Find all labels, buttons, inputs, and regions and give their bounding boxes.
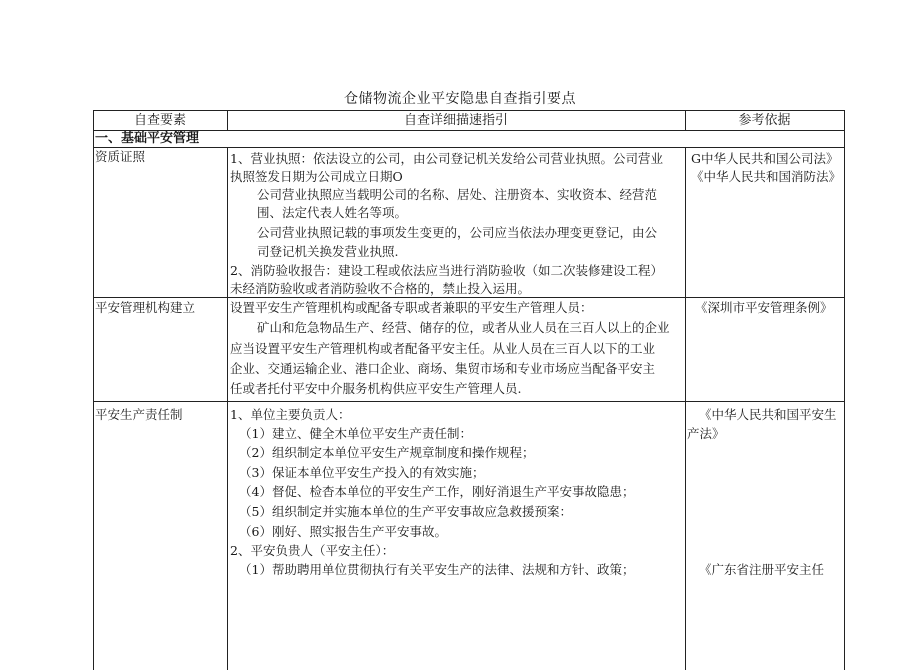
- col-divider-2: [685, 147, 686, 670]
- col-divider-1: [227, 147, 228, 670]
- row1-ref-1: G中华人民共和国公司法》: [691, 151, 839, 166]
- row3-ref-1: 《中华人民共和国平安生: [699, 407, 837, 422]
- row3-ref-2: 产法》: [687, 426, 725, 441]
- row2-bottom-border: [93, 401, 845, 402]
- row2-line-5: 任或者托付平安中介服务机构供应平安生产管理人员.: [230, 381, 522, 396]
- row1-line-8: 未经消防验收或者消防验收不合格的，禁止投入运用。: [230, 281, 531, 296]
- header-col-description: 自查详细描速指引: [403, 113, 508, 128]
- row3-line-6: （5）组织制定并实施本单位的生产平安事故应急救援预案：: [239, 504, 572, 519]
- section-bottom-border: [93, 147, 845, 148]
- row1-line-1: 1、营业执照：依法设立的公司，由公司登记机关发给公司营业执照。公司营业: [230, 151, 663, 166]
- row3-line-9: （1）帮助聘用单位贯彻执行有关平安生产的法律、法规和方针、政策；: [239, 562, 635, 577]
- row1-line-5: 公司营业执照记载的事项发生变更的，公司应当依法办理变更登记，由公: [257, 225, 658, 240]
- row1-ref-2: 《中华人民共和国消防法》: [691, 169, 842, 184]
- header-col-reference: 参考依据: [738, 113, 791, 128]
- table-left-border: [93, 110, 94, 670]
- row1-line-2: 执照签发日期为公司成立日期O: [230, 169, 403, 184]
- section-heading: 一、基础平安管理: [95, 131, 200, 146]
- self-check-table: [93, 110, 845, 670]
- table-right-border: [844, 110, 845, 670]
- row3-ref-3: 《广东省注册平安主任: [699, 562, 825, 577]
- row1-label: 资质证照: [95, 149, 146, 164]
- row3-line-5: （4）督促、检杳本单位的平安生产工作，刚好消退生产平安事故隐患；: [239, 484, 635, 499]
- row2-label: 平安管理机构建立: [95, 300, 196, 315]
- row2-line-4: 企业、交通运输企业、港口企业、商场、集贸市场和专业市场应当配备平安主: [230, 361, 656, 376]
- row1-line-6: 司登记机关换发营业执照.: [257, 244, 399, 259]
- row2-line-3: 应当设置平安生产管理机构或者配备平安主任。从业人员在三百人以下的工业: [230, 341, 656, 356]
- row2-line-2: 矿山和危急物品生产、经营、储存的位，或者从业人员在三百人以上的企业: [257, 320, 670, 335]
- row3-line-8: 2、平安负贵人（平安主任）：: [230, 543, 395, 558]
- row3-label: 平安生产责任制: [95, 407, 183, 422]
- row3-line-4: （3）保证本单位平安生产投入的有效实施；: [239, 465, 485, 480]
- header-col-requirement: 自查要素: [133, 113, 186, 128]
- row1-line-3: 公司营业执照应当载明公司的名称、居处、注册资本、实收资本、经营范: [257, 187, 658, 202]
- row1-line-7: 2、消防验收报告：建设工程或依法应当进行消防验收（如二次装修建设工程）: [230, 263, 663, 278]
- row2-ref-1: 《深圳市平安管理条例》: [695, 300, 833, 315]
- document-title: 仓储物流企业平安隐患自查指引要点: [344, 91, 576, 107]
- row3-line-2: （1）建立、健全木单位平安生产责任制：: [239, 426, 472, 441]
- row3-line-3: （2）组织制定本单位平安生产规章制度和操作规程；: [239, 445, 535, 460]
- row3-line-1: 1、单位主要负贡人：: [230, 407, 351, 422]
- row1-line-4: 围、法定代表人姓名等项。: [257, 205, 408, 220]
- row3-line-7: （6）刚好、照实报告生产平安事故。: [239, 524, 447, 539]
- row2-line-1: 设置平安生产管理机构或配备专职或者兼职的平安生产管理人员：: [230, 300, 593, 315]
